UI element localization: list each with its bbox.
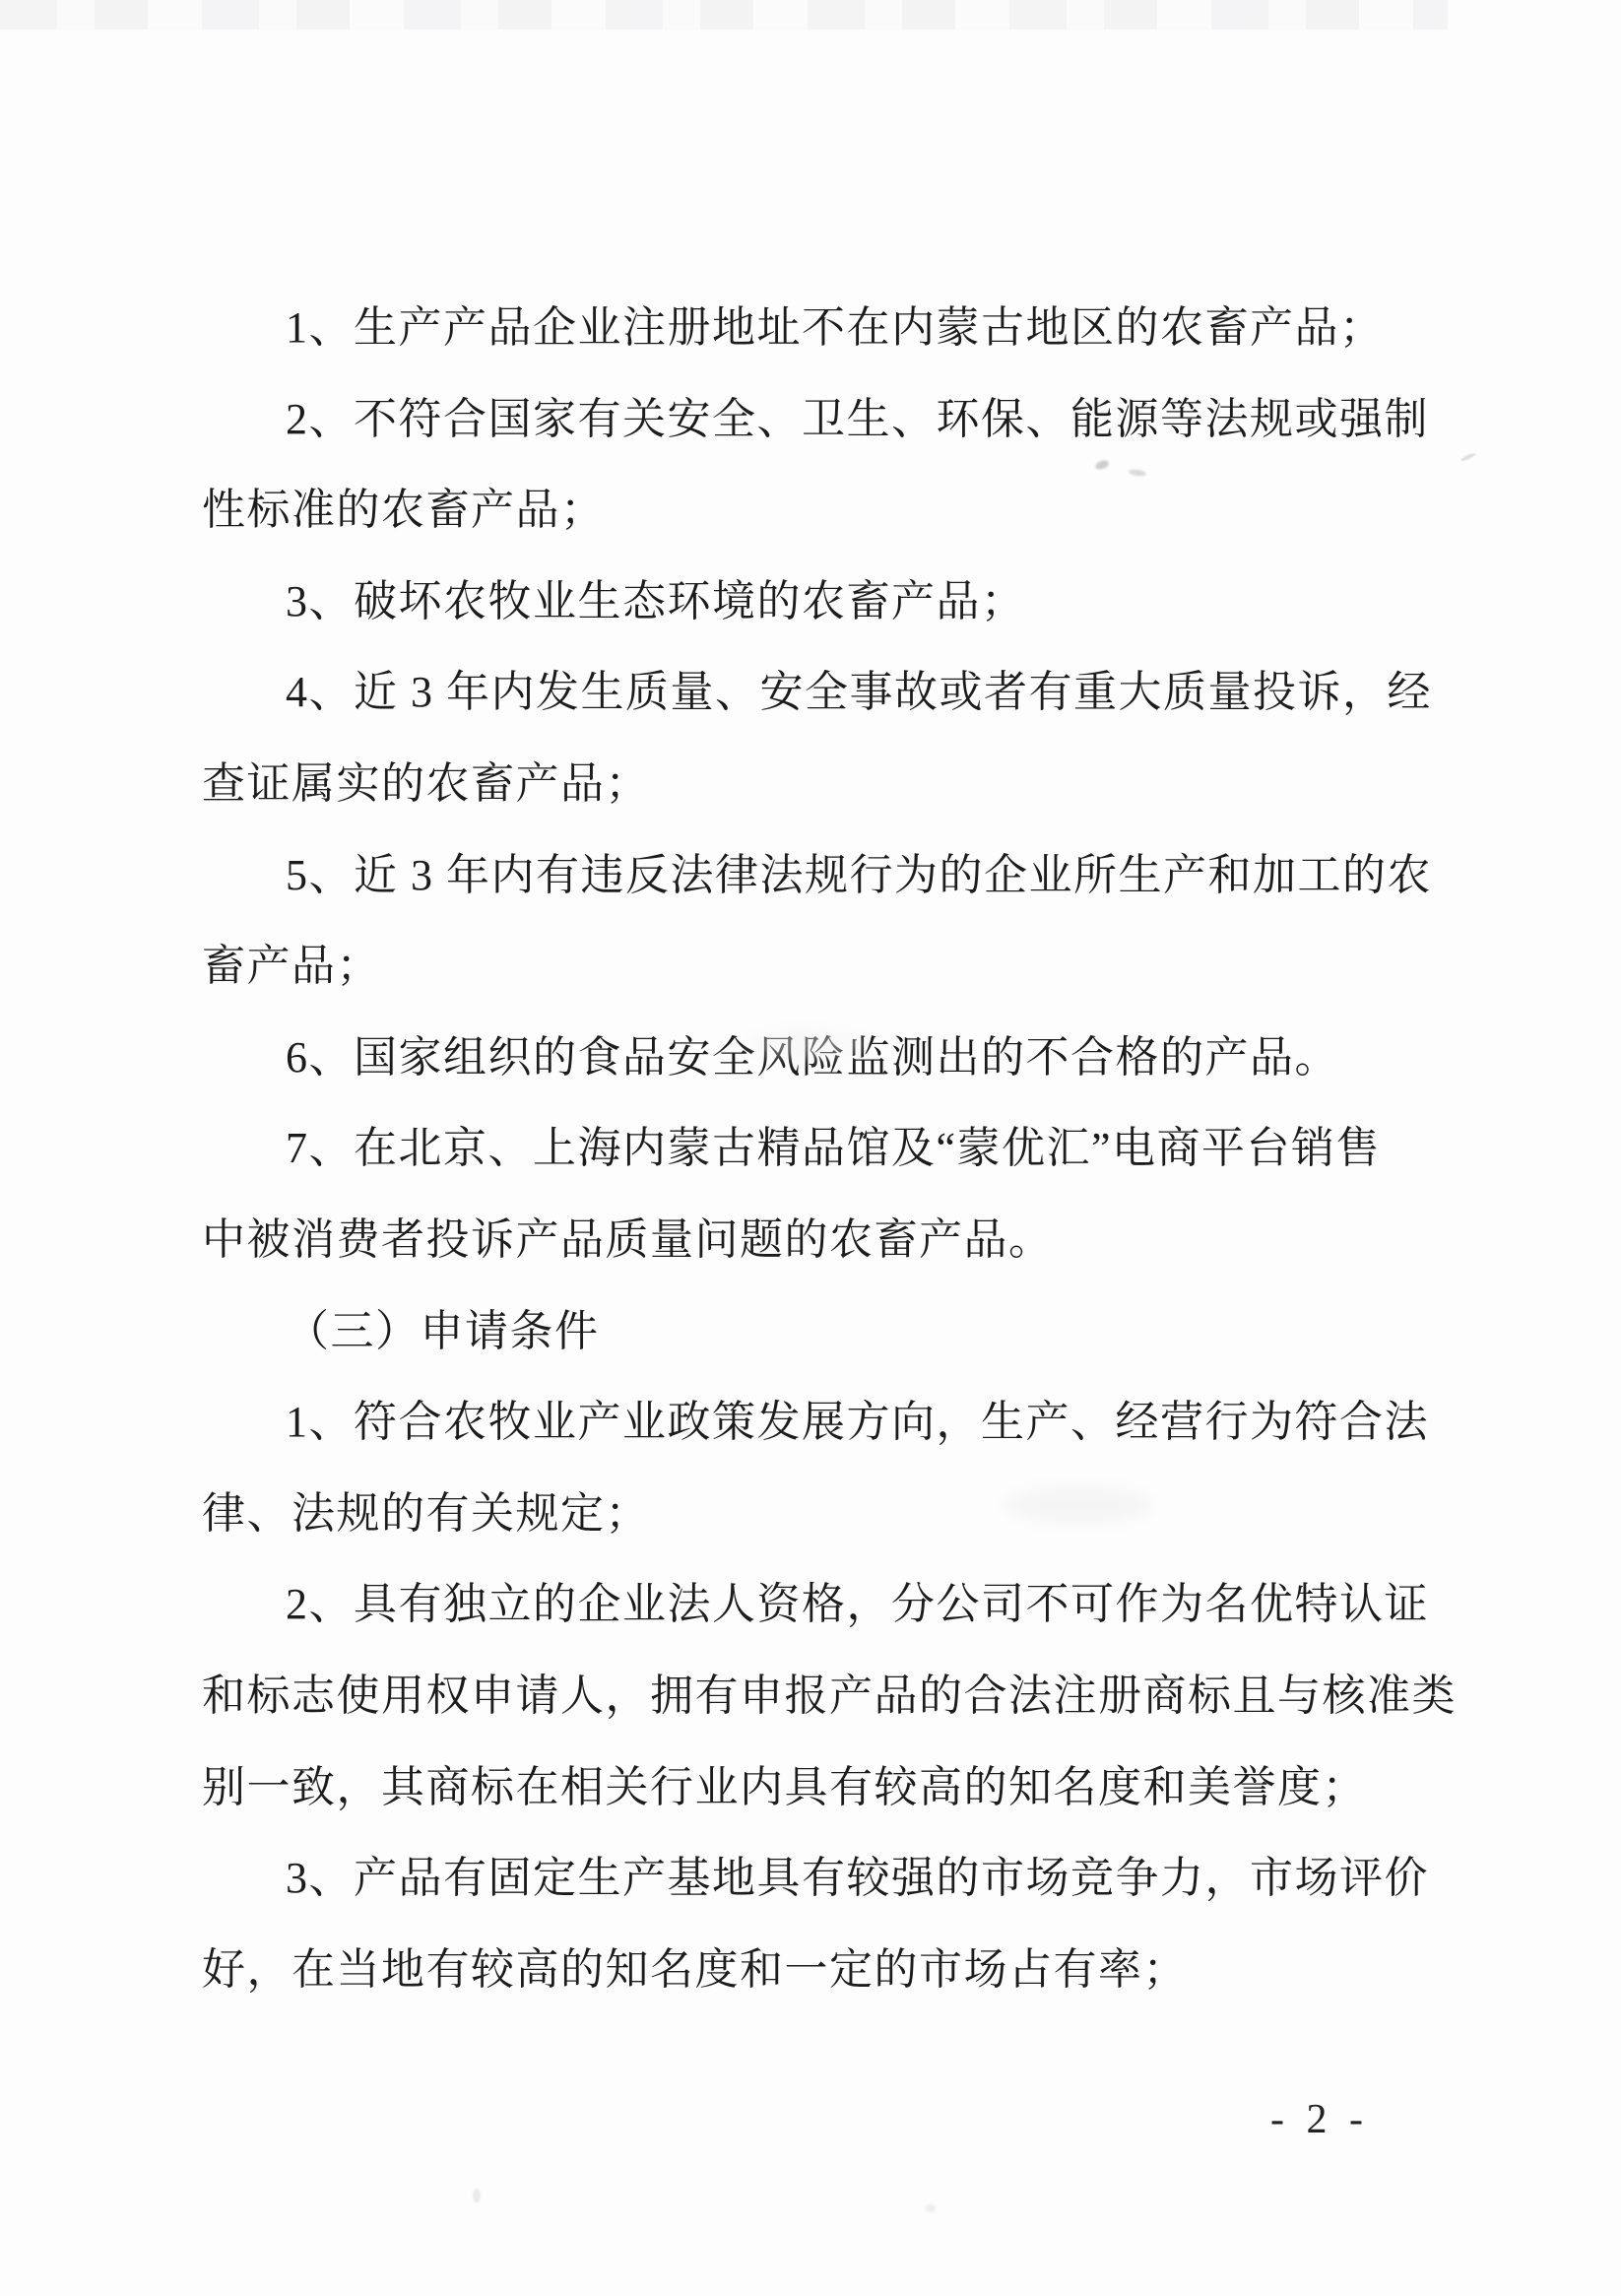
scan-edge-artifact bbox=[0, 0, 1448, 30]
text-line: 6、国家组织的食品安全风险监测出的不合格的产品。 bbox=[286, 1032, 1339, 1082]
text-line: 查证属实的农畜产品； bbox=[202, 758, 650, 808]
text-line: 好，在当地有较高的知名度和一定的市场占有率； bbox=[202, 1944, 1188, 1994]
document-body bbox=[202, 283, 1457, 2015]
page-number: - 2 - bbox=[1270, 2097, 1369, 2142]
text-line: 畜产品； bbox=[202, 942, 381, 991]
text-line: 2、具有独立的企业法人资格，分公司不可作为名优特认证 bbox=[286, 1580, 1429, 1629]
text-line: 性标准的农畜产品； bbox=[202, 486, 606, 535]
text-line: 7、在北京、上海内蒙古精品馆及“蒙优汇”电商平台销售 bbox=[286, 1124, 1382, 1173]
text-line: 2、不符合国家有关安全、卫生、环保、能源等法规或强制 bbox=[286, 394, 1429, 443]
text-line: 中被消费者投诉产品质量问题的农畜产品。 bbox=[202, 1214, 1054, 1264]
text-line: 律、法规的有关规定； bbox=[202, 1488, 650, 1538]
text-line: 5、近 3 年内有违反法律法规行为的企业所生产和加工的农 bbox=[286, 850, 1432, 899]
section-heading: （三）申请条件 bbox=[286, 1306, 600, 1355]
scan-artifact bbox=[1460, 452, 1476, 462]
text-line: 3、破坏农牧业生态环境的农畜产品； bbox=[286, 576, 1026, 625]
text-line: 别一致，其商标在相关行业内具有较高的知名度和美誉度； bbox=[202, 1762, 1367, 1811]
text-line: 和标志使用权申请人，拥有申报产品的合法注册商标且与核准类 bbox=[202, 1671, 1457, 1720]
text-line: 1、符合农牧业产业政策发展方向，生产、经营行为符合法 bbox=[286, 1398, 1429, 1447]
text-line: 3、产品有固定生产基地具有较强的市场竞争力，市场评价 bbox=[286, 1854, 1429, 1903]
scan-artifact bbox=[926, 2204, 936, 2212]
scan-artifact bbox=[473, 2189, 481, 2202]
text-line: 4、近 3 年内发生质量、安全事故或者有重大质量投诉，经 bbox=[286, 668, 1432, 717]
text-line: 1、生产产品企业注册地址不在内蒙古地区的农畜产品； bbox=[286, 303, 1385, 352]
